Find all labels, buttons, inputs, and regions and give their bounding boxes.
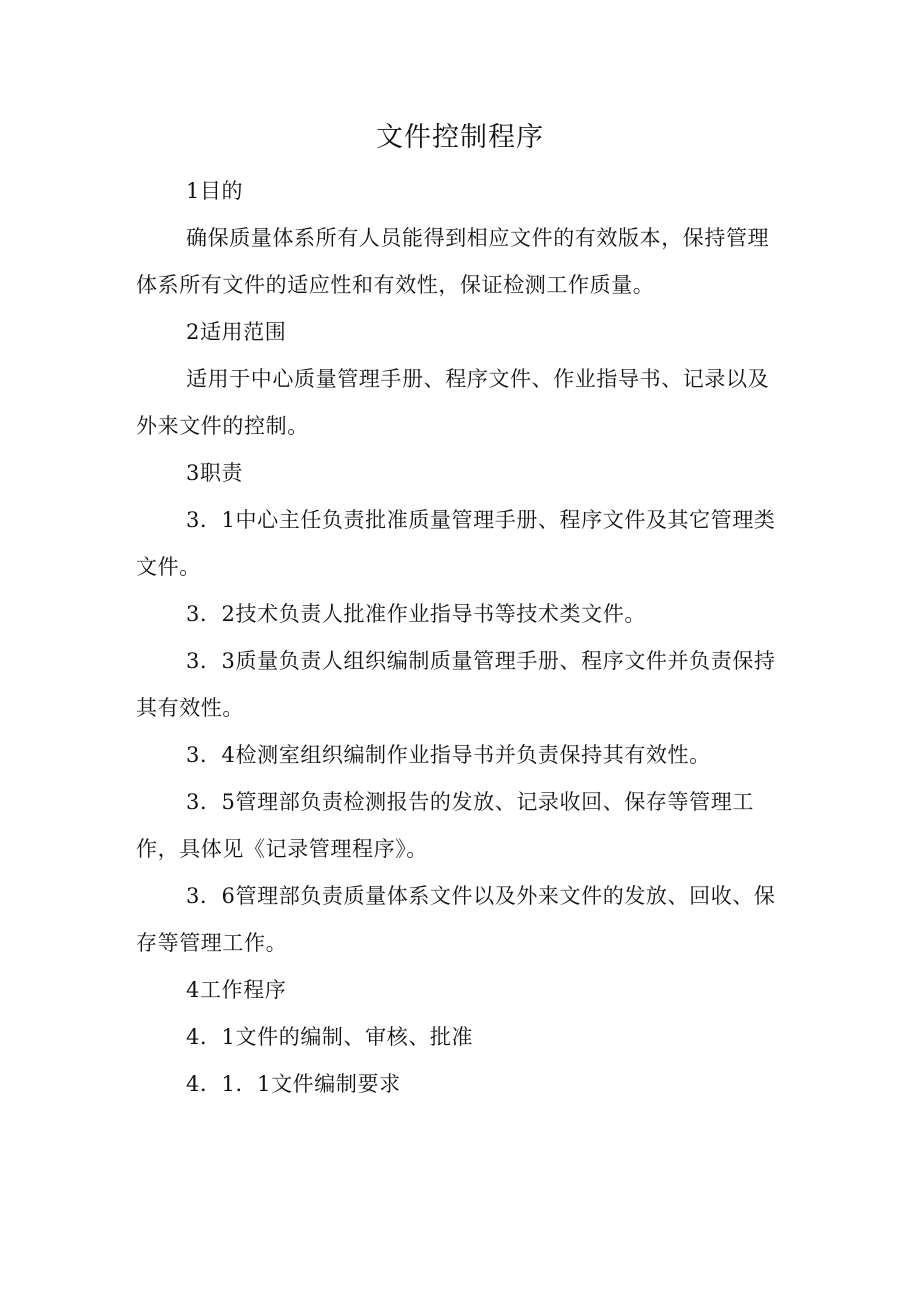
subsection-heading-4-1-1: 4．1．1文件编制要求 (186, 1072, 401, 1096)
document-title: 文件控制程序 (376, 122, 544, 153)
paragraph-3-3: 3．3质量负责人组织编制质量管理手册、程序文件并负责保持其有效性。 (136, 649, 776, 720)
paragraph-3-2: 3．2技术负责人批准作业指导书等技术类文件。 (186, 602, 646, 626)
paragraph-3-1: 3．1中心主任负责批准质量管理手册、程序文件及其它管理类文件。 (136, 508, 776, 579)
paragraph-3-5: 3．5管理部负责检测报告的发放、记录收回、保存等管理工作，具体见《记录管理程序》。 (136, 790, 754, 861)
paragraph-3-4: 3．4检测室组织编制作业指导书并负责保持其有效性。 (186, 743, 711, 767)
section-heading-purpose: 1目的 (186, 179, 244, 203)
paragraph-3-6: 3．6管理部负责质量体系文件以及外来文件的发放、回收、保存等管理工作。 (136, 884, 776, 955)
section-heading-work-procedure: 4工作程序 (186, 978, 287, 1002)
paragraph-scope: 适用于中心质量管理手册、程序文件、作业指导书、记录以及外来文件的控制。 (136, 367, 770, 438)
section-heading-scope: 2适用范围 (186, 320, 287, 344)
section-heading-responsibilities: 3职责 (186, 461, 244, 485)
paragraph-purpose: 确保质量体系所有人员能得到相应文件的有效版本，保持管理体系所有文件的适应性和有效性，保证检测工作质量。 (136, 226, 770, 297)
document-body (136, 168, 788, 1108)
subsection-heading-4-1: 4．1文件的编制、审核、批准 (186, 1025, 474, 1049)
